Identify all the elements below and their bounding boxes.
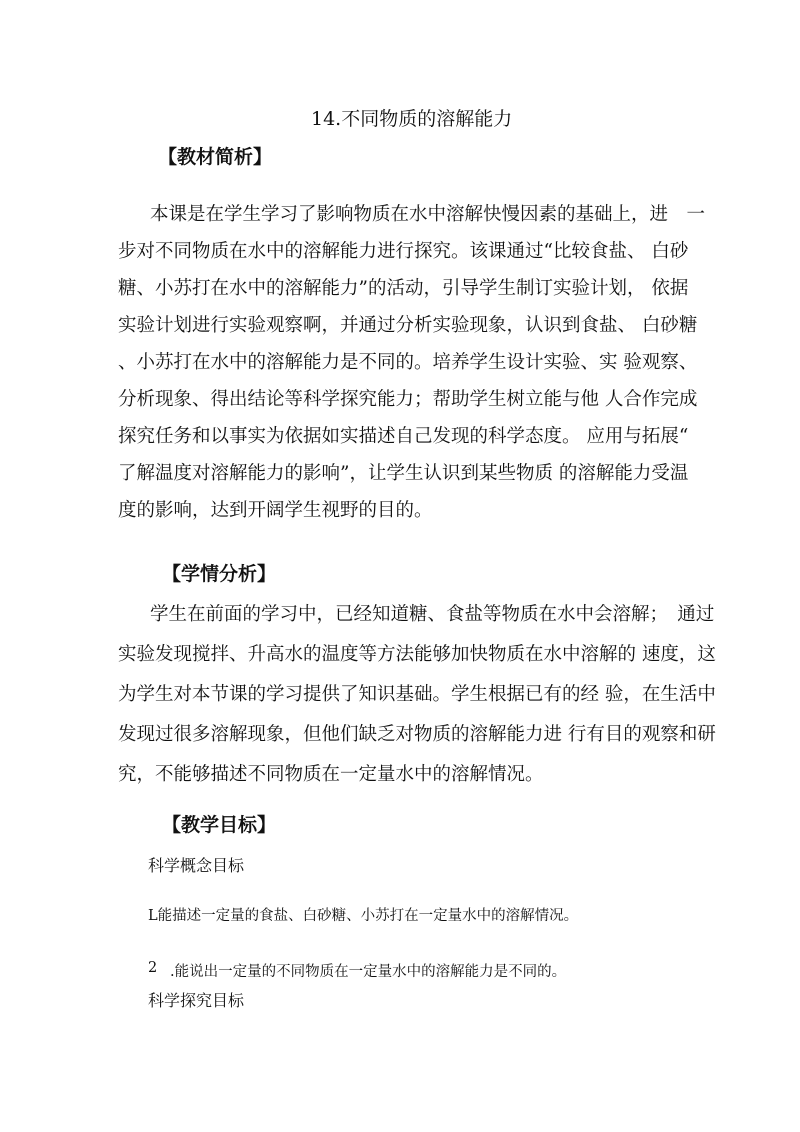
- learner-analysis-line: 为学生对本节课的学习提供了知识基础。学生根据已有的经 验，在生活中: [118, 684, 716, 705]
- textbook-analysis-line: 、小苏打在水中的溶解能力是不同的。培养学生设计实验、实 验观察、: [118, 352, 698, 373]
- document-title: 14.不同物质的溶解能力: [311, 108, 513, 130]
- heading-textbook-analysis: 【教材简析】: [158, 146, 273, 168]
- goal-item-2-number: 2: [148, 960, 158, 976]
- goal-item-1: L能描述一定量的食盐、白砂糖、小苏打在一定量水中的溶解情况。: [148, 908, 579, 924]
- textbook-analysis-line: 分析现象、得出结论等科学探究能力；帮助学生树立能与他 人合作完成: [118, 389, 698, 410]
- learner-analysis-line: 究，不能够描述不同物质在一定量水中的溶解情况。: [118, 764, 544, 785]
- goal-item-2-text: .能说出一定量的不同物质在一定量水中的溶解能力是不同的。: [170, 964, 567, 980]
- textbook-analysis-line: 探究任务和以事实为依据如实描述自己发现的科学态度。 应用与拓展“: [118, 426, 689, 447]
- heading-learner-analysis: 【学情分析】: [162, 563, 277, 585]
- textbook-analysis-line: 实验计划进行实验观察啊，并通过分析实验现象，认识到食盐、 白砂糖: [118, 315, 698, 336]
- textbook-analysis-line: 步对不同物质在水中的溶解能力进行探究。该课通过“比较食盐、 白砂: [118, 241, 689, 262]
- learner-analysis-line: 学生在前面的学习中，已经知道糖、食盐等物质在水中会溶解； 通过: [150, 604, 715, 625]
- learner-analysis-line: 实验发现搅拌、升高水的温度等方法能够加快物质在水中溶解的 速度，这: [118, 644, 716, 665]
- learner-analysis-line: 发现过很多溶解现象，但他们缺乏对物质的溶解能力进 行有目的观察和研: [118, 724, 716, 745]
- inquiry-goals-label: 科学探究目标: [148, 991, 245, 1010]
- heading-teaching-goals: 【教学目标】: [162, 814, 277, 836]
- concept-goals-label: 科学概念目标: [148, 856, 245, 875]
- textbook-analysis-line: 度的影响，达到开阔学生视野的目的。: [118, 500, 433, 521]
- textbook-analysis-line: 糖、小苏打在水中的溶解能力”的活动，引导学生制订实验计划， 依据: [118, 278, 689, 299]
- textbook-analysis-line: 本课是在学生学习了影响物质在水中溶解快慢因素的基础上，进 一: [150, 204, 706, 225]
- textbook-analysis-line: 了解温度对溶解能力的影响”，让学生认识到某些物质 的溶解能力受温: [118, 463, 689, 484]
